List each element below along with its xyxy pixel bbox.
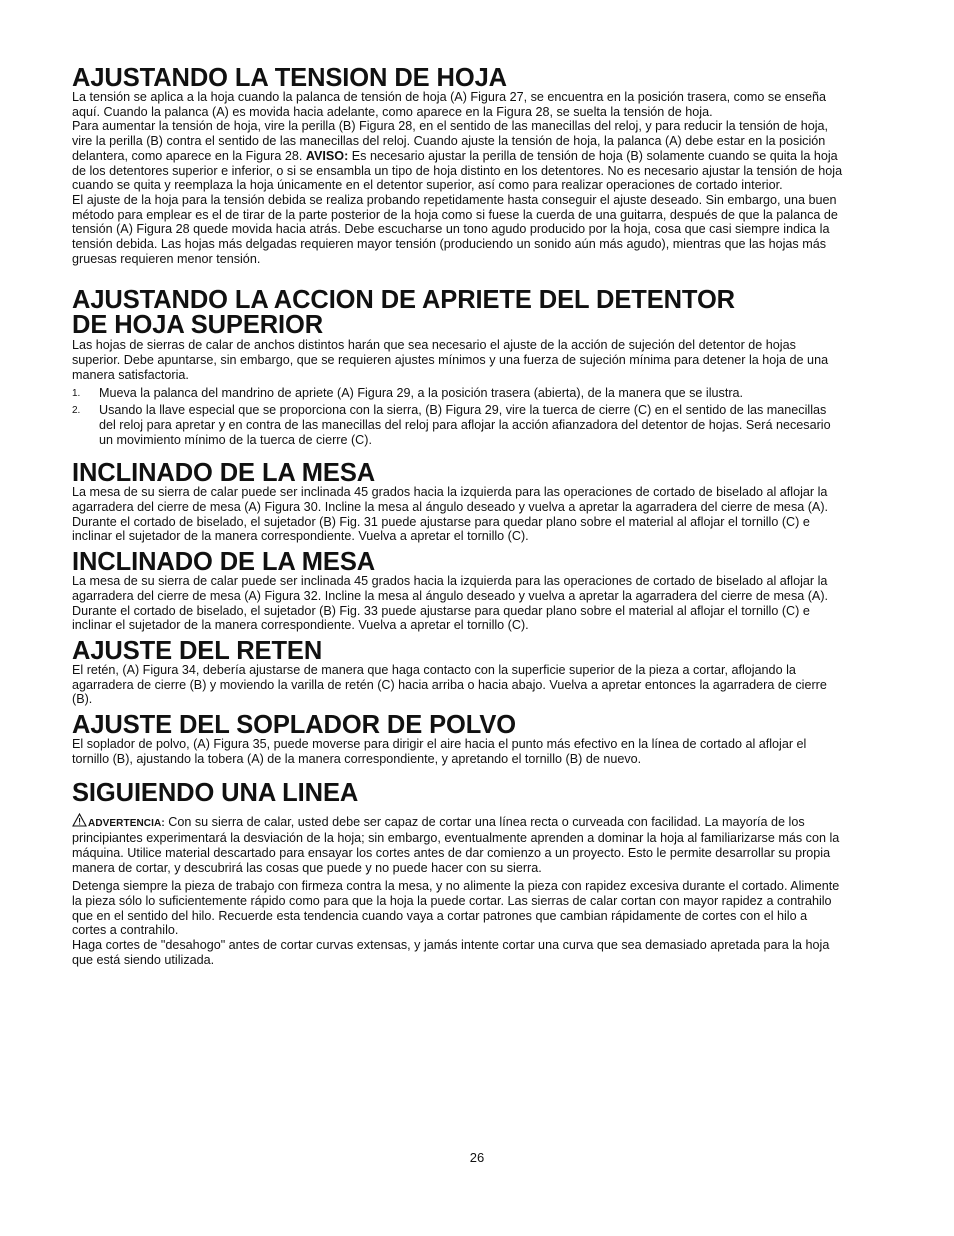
step-number: 1.: [72, 387, 81, 399]
paragraph: [72, 119, 844, 193]
section-title-apriete: [72, 288, 844, 338]
step-text: Usando la llave especial que se proporciona con la sierra, (B) Figura 29, vire la tuerca de cierre (C) en el sentido de las manecillas del reloj para apretar y en contra de las manecillas del reloj para aflojar la acción afianzadora del detentor de hojas. Será necesario un movimiento mínimo de la tuerca de cierre (C).: [99, 403, 831, 447]
paragraph: El retén, (A) Figura 34, debería ajustarse de manera que haga contacto con la superficie superior de la pieza a cortar, aflojando la agarradera de cierre (B) y moviendo la varilla de retén (C) hacia arriba o hacia abajo. Vuelva a apretar entonces la agarradera de cierre (B).: [72, 662, 827, 707]
step-number: 2.: [72, 405, 81, 417]
paragraph: Haga cortes de "desahogo" antes de cortar curvas extensas, y jamás intente cortar una curva que sea demasiado apretada para la hoja que está siendo utilizada.: [72, 938, 830, 967]
section-title-soplador: AJUSTE DEL SOPLADOR DE POLVO: [72, 711, 516, 740]
section-title-inclinado: INCLINADO DE LA MESA: [72, 548, 376, 577]
aviso-label: AVISO:: [305, 148, 349, 163]
paragraph: El ajuste de la hoja para la tensión debida se realiza probando repetidamente hasta conseguir el ajuste deseado. Sin embargo, una buen método para emplear es el de tirar de la parte posterior de la hoja como si fuese la cuerda de una guitarra, después de que la palanca de tensión (A) Figura 28 quede movida hacia atrás. Debe escucharse un tono agudo producido por la hoja, cosa que casi siempre indica la tensión debida. Las hojas más delgadas requieren mayor tensión (produciendo un sonido aún más agudo), mientras que las hojas más gruesas requieren menor tensión.: [72, 192, 838, 266]
warning-label: ADVERTENCIA:: [88, 817, 165, 829]
section-title-inclinado: INCLINADO DE LA MESA: [72, 459, 376, 488]
manual-page: [72, 66, 844, 968]
paragraph-text: Es necesario ajustar la perilla de tensión de hoja (B) solamente cuando se quita la hoja de los detentores superior e inferior, o si se ensambla un tipo de hoja distinto en los detentores. No es necesario ajustar la tensión de hoja cuando se quita y reemplaza la hoja únicamente en el detentor superior, así como para realizar operaciones de cortado interior.: [72, 148, 843, 193]
paragraph: Las hojas de sierras de calar de anchos distintos harán que sea necesario el ajuste de la acción de sujeción del detentor de hojas superior. Debe apuntarse, sin embargo, que se requieren ajustes mínimos y una fuerza de sujeción mínima para detener la hoja de una manera satisfactoria.: [72, 338, 829, 382]
warning-paragraph: [72, 813, 844, 876]
title-line: AJUSTANDO LA ACCION DE APRIETE DEL DETENTOR: [72, 286, 735, 315]
paragraph: Durante el cortado de biselado, el sujetador (B) Fig. 31 puede ajustarse para quedar plano sobre el material al aflojar el tornillo (C) e inclinar el sujetador de la manera correspondiente. Vuelva a apretar el tornillo (C).: [72, 514, 810, 544]
page-number: 26: [469, 1150, 485, 1165]
paragraph: La tensión se aplica a la hoja cuando la palanca de tensión de hoja (A) Figura 27, se encuentra en la posición trasera, como se enseña aquí. Cuando la palanca (A) es movida hacia adelante, como aparece en la Figura 28, se suelta la tensión de hoja.: [72, 90, 827, 119]
warning-text: Con su sierra de calar, usted debe ser capaz de cortar una línea recta o curveada con facilidad. La mayoría de los principiantes experimentará la desviación de la hoja; sin embargo, eventualmente aprenden a dominar la hoja al familiarizarse más con la máquina. Utilice material descartado para ensayar los cortes antes de dar comienzo a un proyecto. Esto le permite desarrollar su propia manera de cortar, y descubrirá las cosas que puede y no puede hacer con su sierra.: [72, 814, 840, 875]
step-text: Mueva la palanca del mandrino de apriete (A) Figura 29, a la posición trasera (abierta), de la manera que se ilustra.: [99, 385, 744, 400]
step-item: [72, 386, 844, 401]
paragraph: El soplador de polvo, (A) Figura 35, puede moverse para dirigir el aire hacia el punto más efectivo en la línea de cortado al aflojar el tornillo (B), ajustando la tobera (A) de la manera correspondiente, y apretando el tornillo (B) de nuevo.: [72, 737, 807, 766]
paragraph: Durante el cortado de biselado, el sujetador (B) Fig. 33 puede ajustarse para quedar plano sobre el material al aflojar el tornillo (C) e inclinar el sujetador de la manera correspondiente. Vuelva a apretar el tornillo (C).: [72, 603, 810, 633]
section-title-tension: AJUSTANDO LA TENSION DE HOJA: [72, 64, 507, 92]
paragraph: La mesa de su sierra de calar puede ser inclinada 45 grados hacia la izquierda para las operaciones de cortado de biselado al aflojar la agarradera del cierre de mesa (A) Figura 32. Incline la mesa al ángulo deseado y vuelva a apretar la agarradera del cierre de mesa (A).: [72, 574, 829, 603]
paragraph: Detenga siempre la pieza de trabajo con firmeza contra la mesa, y no alimente la pieza con rapidez excesiva durante el cortado. Alimente la pieza sólo lo suficientemente rápido como para que la hoja la puede cortar. Las sierras de calar cortan con mayor rapidez a contrahilo que en el sentido del hilo. Recuerde esta tendencia cuando vaya a cortar patrones que cambian rápidamente de cortes con el hilo a cortes a contrahilo.: [72, 879, 840, 938]
section-title-linea: SIGUIENDO UNA LINEA: [72, 778, 359, 807]
warning-triangle-icon: [72, 813, 87, 831]
steps-list: [72, 386, 844, 448]
paragraph-text: Para aumentar la tensión de hoja, vire la perilla (B) Figura 28, en el sentido de las manecillas del reloj, y para reducir la tensión de hoja, vire la perilla (B) contra el sentido de las manecillas del reloj. Cuando ajuste la tensión de hoja, la palanca (A) debe estar en la posición delantera, como aparece en la Figura 28.: [72, 119, 829, 163]
paragraph: La mesa de su sierra de calar puede ser inclinada 45 grados hacia la izquierda para las operaciones de cortado de biselado al aflojar la agarradera del cierre de mesa (A) Figura 30. Incline la mesa al ángulo deseado y vuelva a apretar la agarradera del cierre de mesa (A).: [72, 485, 829, 515]
section-title-reten: AJUSTE DEL RETEN: [72, 636, 323, 665]
step-item: [72, 403, 844, 447]
title-line: DE HOJA SUPERIOR: [72, 311, 324, 340]
